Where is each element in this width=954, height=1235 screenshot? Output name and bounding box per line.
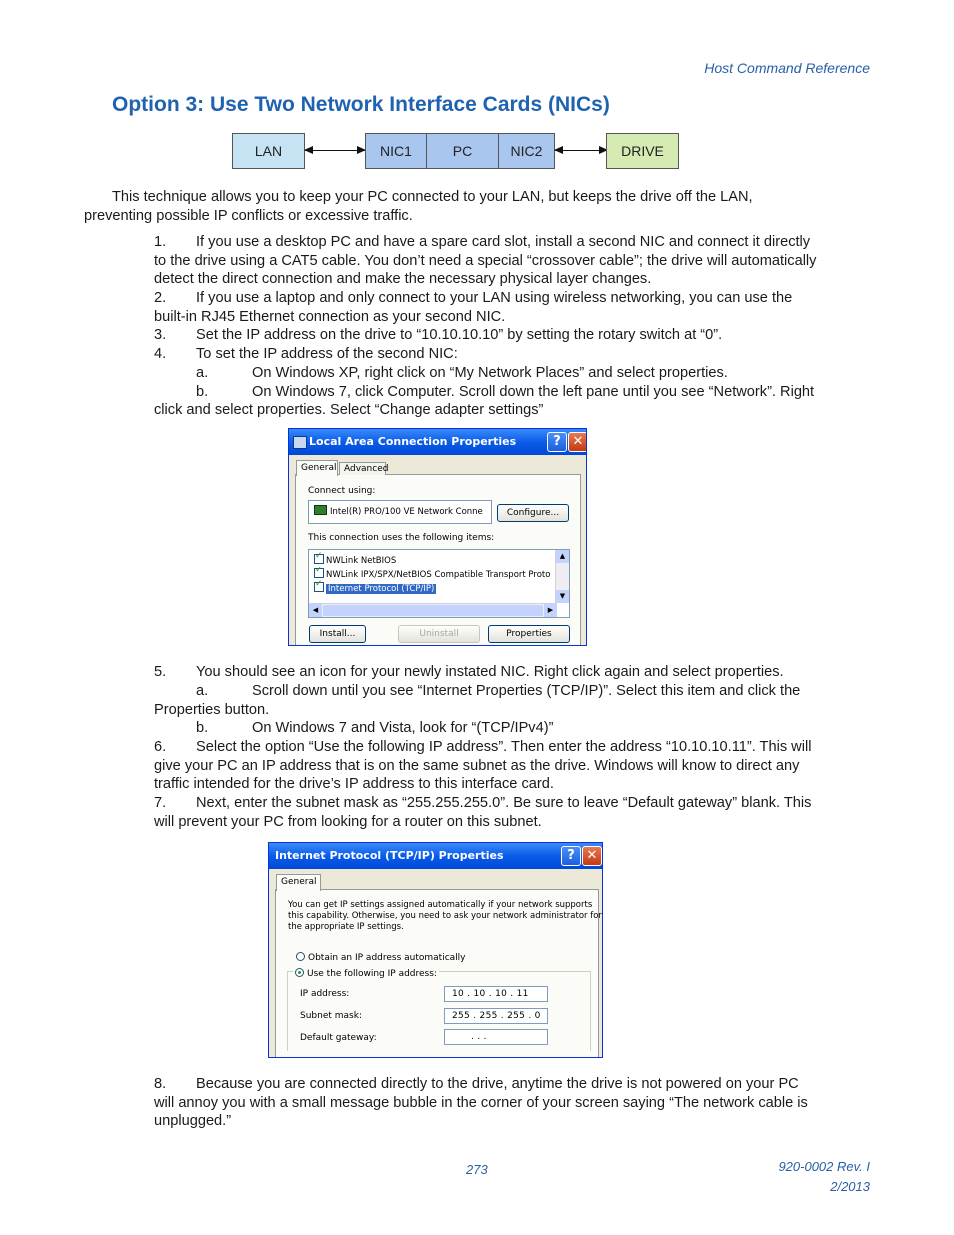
step-6-line-1: Select the option “Use the following IP address”. Then enter the address “10.10.10.11”. This will — [196, 739, 812, 755]
step-5-line-1: You should see an icon for your newly instated NIC. Right click again and select properties. — [196, 664, 784, 680]
list-item-label-selected: Internet Protocol (TCP/IP) — [328, 584, 435, 594]
lan-box: LAN — [232, 133, 305, 169]
help-button[interactable]: ? — [547, 432, 567, 452]
close-button[interactable]: ✕ — [568, 432, 587, 452]
components-list[interactable] — [308, 549, 570, 618]
step-3-number: 3. — [154, 327, 167, 343]
checkbox[interactable] — [314, 554, 324, 564]
step-4b-letter: b. — [196, 384, 209, 400]
network-icon — [293, 436, 307, 449]
step-7-line-1: Next, enter the subnet mask as “255.255.255.0”. Be sure to leave “Default gateway” blank. This — [196, 795, 812, 811]
close-button[interactable]: ✕ — [582, 846, 602, 866]
network-card-icon — [314, 505, 327, 515]
dialog-title: Local Area Connection Properties — [309, 435, 517, 448]
scroll-left-icon[interactable]: ◀ — [309, 604, 322, 617]
step-3-line-1: Set the IP address on the drive to “10.10.10.10” by setting the rotary switch at “0”. — [196, 327, 723, 343]
obtain-auto-option[interactable] — [296, 951, 466, 963]
info-text — [288, 900, 602, 933]
nic2-box: NIC2 — [498, 133, 555, 169]
horizontal-scrollbar[interactable] — [309, 603, 557, 617]
properties-button[interactable]: Properties — [488, 625, 570, 643]
subnet-mask-field[interactable]: 255 . 255 . 255 . 0 — [444, 1008, 548, 1024]
step-1-line-2: to the drive using a CAT5 cable. You don’t need a special “crossover cable”; the drive will automatically — [154, 253, 817, 269]
step-4-number: 4. — [154, 346, 167, 362]
drive-box: DRIVE — [606, 133, 679, 169]
option-label: Use the following IP address: — [307, 969, 437, 979]
dialog-titlebar — [269, 843, 602, 869]
intro-line-2: preventing possible IP conflicts or excessive traffic. — [84, 208, 413, 224]
dialog-title: Internet Protocol (TCP/IP) Properties — [275, 849, 504, 862]
tab-general[interactable]: General — [296, 460, 338, 476]
scroll-up-icon[interactable]: ▲ — [556, 550, 569, 563]
configure-button[interactable]: Configure... — [497, 504, 569, 522]
default-gateway-field[interactable]: . . . — [444, 1029, 548, 1045]
tcpip-properties-dialog — [268, 842, 603, 1058]
step-8-line-3: unplugged.” — [154, 1113, 232, 1129]
ip-address-field[interactable]: 10 . 10 . 10 . 11 — [444, 986, 548, 1002]
step-2-line-2: built-in RJ45 Ethernet connection as your second NIC. — [154, 309, 506, 325]
step-4b-line-1: On Windows 7, click Computer. Scroll down the left pane until you see “Network”. Right — [252, 384, 815, 400]
document-revision: 920-0002 Rev. I — [778, 1159, 870, 1174]
nic1-box: NIC1 — [365, 133, 427, 169]
subnet-mask-label: Subnet mask: — [300, 1011, 362, 1021]
use-following-option[interactable] — [293, 967, 439, 979]
step-6-line-3: traffic intended for the drive’s IP address to this interface card. — [154, 776, 554, 792]
step-7-line-2: will prevent your PC from looking for a router on this subnet. — [154, 814, 542, 830]
lan-nic1-arrow — [305, 150, 365, 151]
step-6-number: 6. — [154, 739, 167, 755]
step-5a-line-2: Properties button. — [154, 702, 270, 718]
radio-button[interactable] — [295, 968, 304, 977]
scroll-down-icon[interactable]: ▼ — [556, 590, 569, 603]
info-line: the appropriate IP settings. — [288, 922, 404, 932]
step-4a-text: On Windows XP, right click on “My Network Places” and select properties. — [252, 365, 728, 381]
checkbox[interactable] — [314, 582, 324, 592]
radio-button[interactable] — [296, 952, 305, 961]
step-8-line-2: will annoy you with a small message bubble in the corner of your screen saying “The network cable is — [154, 1095, 808, 1111]
info-line: You can get IP settings assigned automatically if your network supports — [288, 900, 593, 910]
connect-using-label: Connect using: — [308, 486, 376, 496]
vertical-scrollbar[interactable] — [555, 550, 569, 603]
step-2-line-1: If you use a laptop and only connect to your LAN using wireless networking, you can use the — [196, 290, 793, 306]
intro-line-1: This technique allows you to keep your PC connected to your LAN, but keeps the drive off the LAN, — [112, 189, 753, 205]
lan-properties-dialog — [288, 428, 587, 646]
running-header: Host Command Reference — [704, 60, 870, 76]
step-5a-line-1: Scroll down until you see “Internet Properties (TCP/IP)”. Select this item and click the — [252, 683, 801, 699]
step-6-line-2: give your PC an IP address that is on the same subnet as the drive. Windows will know to direct any — [154, 758, 800, 774]
step-4-line-1: To set the IP address of the second NIC: — [196, 346, 458, 362]
step-2-number: 2. — [154, 290, 167, 306]
list-item[interactable] — [314, 553, 396, 566]
nic2-drive-arrow — [555, 150, 607, 151]
pc-box: PC — [426, 133, 499, 169]
step-4b-line-2: click and select properties. Select “Change adapter settings” — [154, 402, 544, 418]
list-item[interactable] — [314, 567, 554, 580]
step-5b-text: On Windows 7 and Vista, look for “(TCP/IPv4)” — [252, 720, 554, 736]
items-label: This connection uses the following items: — [308, 533, 495, 543]
uninstall-button[interactable]: Uninstall — [398, 625, 480, 643]
step-4a-letter: a. — [196, 365, 209, 381]
step-1-line-1: If you use a desktop PC and have a spare card slot, install a second NIC and connect it directly — [196, 234, 811, 250]
list-item-label: NWLink NetBIOS — [326, 556, 397, 566]
tab-advanced[interactable]: Advanced — [339, 462, 386, 475]
scroll-right-icon[interactable]: ▶ — [544, 604, 557, 617]
step-1-line-3: detect the direct connection and make the necessary physical layer changes. — [154, 271, 652, 287]
step-8-line-1: Because you are connected directly to the drive, anytime the drive is not powered on your PC — [196, 1076, 799, 1092]
adapter-field — [308, 500, 492, 524]
list-item[interactable] — [314, 581, 436, 594]
tab-general[interactable]: General — [276, 874, 321, 891]
step-5b-letter: b. — [196, 720, 209, 736]
step-5a-letter: a. — [196, 683, 209, 699]
checkbox[interactable] — [314, 568, 324, 578]
adapter-name: Intel(R) PRO/100 VE Network Conne — [330, 507, 483, 517]
step-7-number: 7. — [154, 795, 167, 811]
dialog-titlebar — [289, 429, 586, 455]
section-title: Option 3: Use Two Network Interface Cards (NICs) — [112, 93, 610, 116]
info-line: this capability. Otherwise, you need to ask your network administrator for — [288, 911, 602, 921]
step-8-number: 8. — [154, 1076, 167, 1092]
ip-address-label: IP address: — [300, 989, 350, 999]
help-button[interactable]: ? — [561, 846, 581, 866]
option-label: Obtain an IP address automatically — [308, 953, 466, 963]
document-date: 2/2013 — [830, 1179, 870, 1194]
install-button[interactable]: Install... — [309, 625, 366, 643]
step-1-number: 1. — [154, 234, 167, 250]
default-gateway-label: Default gateway: — [300, 1033, 377, 1043]
list-item-label: NWLink IPX/SPX/NetBIOS Compatible Transport Proto — [326, 570, 551, 580]
scroll-thumb[interactable] — [323, 605, 543, 616]
step-5-number: 5. — [154, 664, 167, 680]
page-number: 273 — [466, 1162, 488, 1177]
